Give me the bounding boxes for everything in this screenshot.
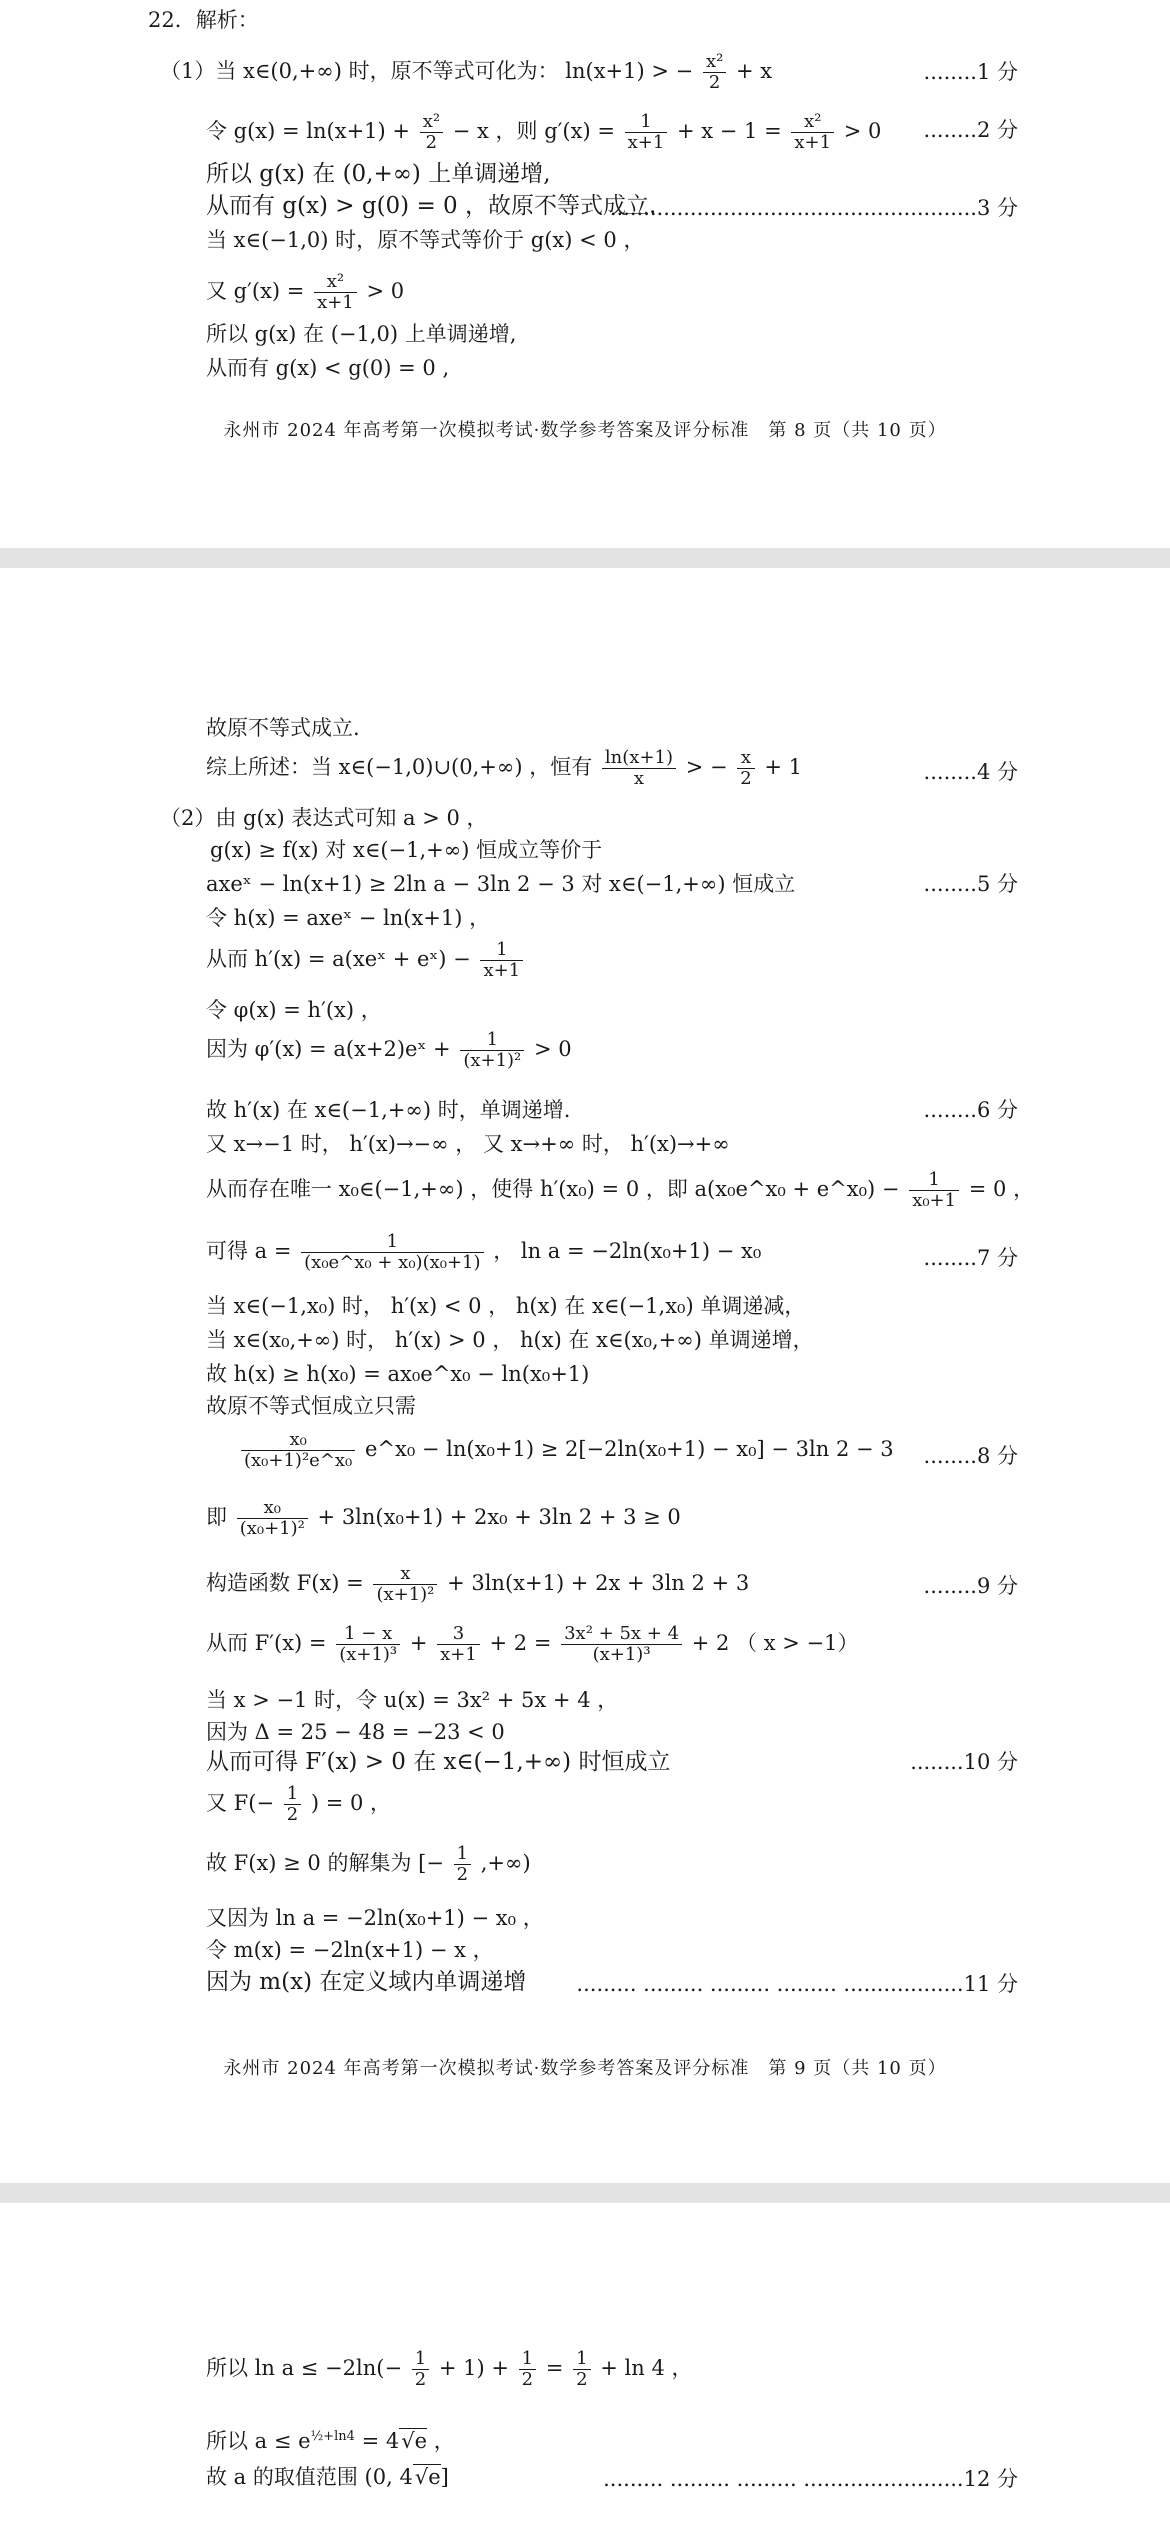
score-mark: ......... ......... ......... ........................12 分 xyxy=(603,2467,1018,2491)
score-mark: ........2 分 xyxy=(923,118,1018,142)
answer-page-8 xyxy=(0,0,1170,548)
solution-line: 当 x∈(−1,x₀) 时， h′(x) < 0 ， h(x) 在 x∈(−1,x₀) 单调递减， xyxy=(206,1294,806,1318)
score-mark: ........10 分 xyxy=(910,1750,1018,1774)
solution-line: 因为 Δ = 25 − 48 = −23 < 0 xyxy=(206,1720,505,1744)
solution-line: 故原不等式恒成立只需 xyxy=(206,1394,416,1418)
fraction: $\frac{1}{2}$ xyxy=(573,2349,590,2390)
solution-line: 当 x > −1 时，令 u(x) = 3x² + 5x + 4 ， xyxy=(206,1688,619,1712)
solution-line: 从而有 g(x) > g(0) = 0 ，故原不等式成立. xyxy=(206,193,657,219)
score-mark: ........9 分 xyxy=(923,1574,1018,1598)
fraction: $\frac{1}{\text{x₀+1}}$ xyxy=(909,1170,959,1211)
page-footer: 永州市 2024 年高考第一次模拟考试·数学参考答案及评分标准 第 9 页（共 10 页） xyxy=(223,2058,947,2079)
solution-line: 所以 $a \le e^{\frac{1}{2}+ln4} = 4√e$ ， xyxy=(206,2429,455,2453)
fraction: $\frac{1}{\text{(x₀e\textasciicircum{}x₀ + x₀)(x₀+1)}}$ xyxy=(301,1232,483,1273)
fraction: $\frac{\text{3x² + 5x + 4}}{\text{(x+1)³}}$ xyxy=(561,1624,682,1665)
page-footer: 永州市 2024 年高考第一次模拟考试·数学参考答案及评分标准 第 8 页（共 10 页） xyxy=(223,420,947,441)
math-text: （1）当 x∈(0,+∞) 时，原不等式可化为： ln(x+1) > − xyxy=(160,59,694,83)
score-mark: ........6 分 xyxy=(923,1098,1018,1122)
math-text: + x xyxy=(736,59,773,83)
solution-line: 故 h(x) ≥ h(x₀) = ax₀e^x₀ − ln(x₀+1) xyxy=(206,1362,590,1386)
solution-line xyxy=(160,52,772,93)
fraction: $\frac{1}{x+1}$ xyxy=(625,112,668,153)
fraction: $\frac{\text{x₀}}{\text{(x₀+1)²e\textasciicircum{}x₀}}$ xyxy=(241,1430,355,1471)
solution-line: 构造函数 F(x) = $\frac{x}{\text{(x+1)²}}$ + 3ln(x+1) + 2x + 3ln 2 + 3 xyxy=(206,1563,750,1605)
solution-line: 令 φ(x) = h′(x) ， xyxy=(206,998,382,1022)
solution-line: 故原不等式成立. xyxy=(206,716,360,740)
score-mark: ........4 分 xyxy=(923,760,1018,784)
fraction: $\frac{x}{2}$ xyxy=(737,748,754,789)
solution-line: 当 x∈(x₀,+∞) 时， h′(x) > 0 ， h(x) 在 x∈(x₀,+∞) 单调递增， xyxy=(206,1328,814,1352)
fraction: $\frac{\text{x₀}}{\text{(x₀+1)²}}$ xyxy=(237,1498,308,1539)
solution-line: 令 m(x) = −2ln(x+1) − x ， xyxy=(206,1938,494,1962)
solution-line: 又 g′(x) = $\frac{\text{x²}}{x+1}$ > 0 xyxy=(206,271,405,313)
fraction: $\frac{1}{2}$ xyxy=(519,2349,536,2390)
solution-line: 从而可得 F′(x) > 0 在 x∈(−1,+∞) 时恒成立 xyxy=(206,1749,671,1775)
answer-page-10 xyxy=(0,2203,1170,2532)
fraction: $\frac{\text{x²}}{2}$ xyxy=(703,52,726,93)
score-mark: ........5 分 xyxy=(923,872,1018,896)
solution-line: 从而有 g(x) < g(0) = 0 , xyxy=(206,356,450,380)
answer-page-9 xyxy=(0,568,1170,2183)
solution-line: 所以 ln a ≤ −2ln(− $\frac{1}{2}$ + 1) + $\frac{1}{2}$ = $\frac{1}{2}$ + ln 4 ， xyxy=(206,2348,693,2390)
score-mark: ........8 分 xyxy=(923,1444,1018,1468)
square-root: √e xyxy=(414,2465,441,2489)
solution-line: 故 F(x) ≥ 0 的解集为 [− $\frac{1}{2}$ ,+∞) xyxy=(206,1843,531,1885)
score-mark: .......................................................3 分 xyxy=(609,196,1018,220)
square-root: √e xyxy=(401,2429,428,2453)
solution-line: 从而 h′(x) = a(xeˣ + eˣ) − $\frac{1}{x+1}$ xyxy=(206,940,526,981)
fraction: $\frac{\text{x²}}{2}$ xyxy=(420,112,443,153)
fraction: $\frac{1}{2}$ xyxy=(454,1844,471,1885)
solution-line: 又 F(− $\frac{1}{2}$ ) = 0 ， xyxy=(206,1783,392,1825)
fraction: $\frac{\text{x²}}{x+1}$ xyxy=(791,112,834,153)
score-mark: ........1 分 xyxy=(923,60,1018,84)
solution-line: 即 $\frac{\text{x₀}}{\text{(x₀+1)²}}$ + 3ln(x₀+1) + 2x₀ + 3ln 2 + 3 ≥ 0 xyxy=(206,1497,681,1539)
fraction: $\frac{x}{\text{(x+1)²}}$ xyxy=(373,1564,437,1605)
solution-line: 因为 φ′(x) = a(x+2)eˣ + $\frac{1}{\text{(x+1)²}}$ > 0 xyxy=(206,1029,572,1071)
solution-line: 故 a 的取值范围 (0, 4√e] xyxy=(206,2465,449,2489)
solution-line: 令 h(x) = axeˣ − ln(x+1) ， xyxy=(206,906,491,930)
solution-line: 所以 g(x) 在 (0,+∞) 上单调递增, xyxy=(206,161,551,187)
fraction: $\frac{3}{x+1}$ xyxy=(437,1624,480,1665)
fraction: $\frac{1}{\text{(x+1)²}}$ xyxy=(460,1030,524,1071)
solution-line: 可得 a = $\frac{1}{\text{(x₀e\textasciicircum{}x₀ + x₀)(x₀+1)}}$ ， ln a = −2ln(x₀+1) − x₀ xyxy=(206,1231,762,1273)
solution-line: 综上所述：当 x∈(−1,0)∪(0,+∞) ，恒有 $\frac{\ln(x+1)}{x}$ > − $\frac{x}{2}$ + 1 xyxy=(206,747,803,789)
solution-line: 当 x∈(−1,0) 时，原不等式等价于 g(x) < 0 ， xyxy=(206,228,645,252)
fraction: $\frac{1}{x+1}$ xyxy=(480,940,523,981)
solution-line: 从而 F′(x) = $\frac{1 - x}{\text{(x+1)³}}$ + $\frac{3}{x+1}$ + 2 = $\frac{\text{3x² + 5x + 4}}{\text{(x+1)³}}$ + 2 （ x > −1） xyxy=(206,1623,859,1665)
score-mark: ......... ......... ......... ......... ..................11 分 xyxy=(576,1972,1018,1996)
solution-line: g(x) ≥ f(x) 对 x∈(−1,+∞) 恒成立等价于 xyxy=(210,838,603,862)
solution-line: $\frac{\text{x₀}}{\text{(x₀+1)²e\textasciicircum{}x₀}}$ e^x₀ − ln(x₀+1) ≥ 2[−2ln(x₀+1) − x₀] − 3ln 2 − 3 xyxy=(238,1430,894,1471)
fraction: $\frac{1 - x}{\text{(x+1)³}}$ xyxy=(336,1624,400,1665)
fraction: $\frac{\ln(x+1)}{x}$ xyxy=(602,748,676,789)
solution-line: 所以 g(x) 在 (−1,0) 上单调递增, xyxy=(206,322,517,346)
solution-line: 因为 m(x) 在定义域内单调递增 xyxy=(206,1969,527,1995)
solution-line: 又 x→−1 时， h′(x)→−∞ ， 又 x→+∞ 时， h′(x)→+∞ xyxy=(206,1132,730,1156)
fraction: $\frac{1}{2}$ xyxy=(284,1784,301,1825)
fraction: $\frac{1}{2}$ xyxy=(412,2349,429,2390)
solution-line: 令 g(x) = ln(x+1) + $\frac{\text{x²}}{2}$ − x ，则 g′(x) = $\frac{1}{x+1}$ + x − 1 = $\frac{\text{x²}}{x+1}$ > 0 xyxy=(206,111,882,153)
solution-line: 从而存在唯一 x₀∈(−1,+∞) ，使得 h′(x₀) = 0 ，即 a(x₀e^x₀ + e^x₀) − $\frac{1}{\text{x₀+1}}$ = 0 ， xyxy=(206,1169,1035,1211)
solution-line: axeˣ − ln(x+1) ≥ 2ln a − 3ln 2 − 3 对 x∈(−1,+∞) 恒成立 xyxy=(206,872,796,896)
exponent: ½+ln4 xyxy=(310,2429,355,2444)
solution-line: 又因为 ln a = −2ln(x₀+1) − x₀ ， xyxy=(206,1906,544,1930)
score-mark: ........7 分 xyxy=(923,1246,1018,1270)
solution-line: 故 h′(x) 在 x∈(−1,+∞) 时，单调递增. xyxy=(206,1098,571,1122)
question-heading: 22．解析： xyxy=(148,8,259,32)
solution-line: （2）由 g(x) 表达式可知 a > 0 ， xyxy=(160,806,488,830)
fraction: $\frac{\text{x²}}{x+1}$ xyxy=(314,272,357,313)
